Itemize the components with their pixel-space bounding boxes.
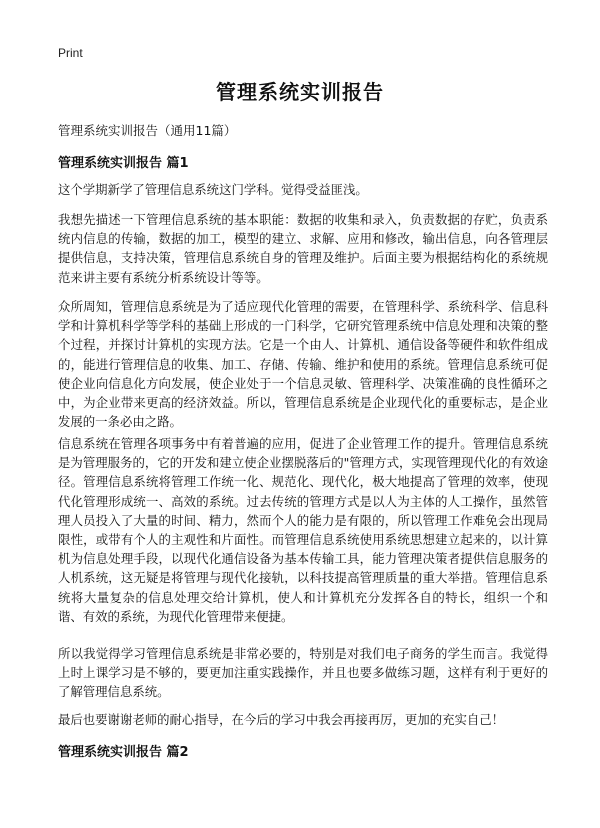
print-link[interactable]: Print [58,46,83,60]
paragraph: 众所周知，管理信息系统是为了适应现代化管理的需要，在管理科学、系统科学、信息科学和计算机科学等学科的基础上形成的一门科学，它研究管理系统中信息处理和决策的整个过程，并探讨计算机的实现方法。它是一个由人、计算机、通信设备等硬件和软件组成的，能进行管理信息的收集、加工、存储、传输、维护和使用的系统。管理信息系统可促使企业向信息化方向发展，使企业处于一个信息灵敏、管理科学、决策准确的良性循环之中，为企业带来更高的经济效益。所以，管理信息系统是企业现代化的重要标志，是企业发展的一条必由之路。 [58,299,548,430]
section-heading-2: 管理系统实训报告 篇2 [58,745,189,760]
paragraph: 我想先描述一下管理信息系统的基本职能：数据的收集和录入，负责数据的存贮，负责系统内信息的传输，数据的加工，模型的建立、求解、应用和修改，输出信息，向各管理层提供信息，支持决策，管理信息系统自身的管理及维护。后面主要为根据结构化的系统规范来讲主要有系统分析系统设计等等。 [58,212,548,285]
paragraph: 最后也要谢谢老师的耐心指导，在今后的学习中我会再接再厉，更加的充实自己！ [58,712,505,727]
page-title: 管理系统实训报告 [216,80,384,104]
section-heading-1: 管理系统实训报告 篇1 [58,156,189,171]
paragraph: 这个学期新学了管理信息系统这门学科。觉得受益匪浅。 [58,182,368,197]
document-subtitle: 管理系统实训报告（通用11篇） [58,123,237,138]
paragraph: 所以我觉得学习管理信息系统是非常必要的，特别是对我们电子商务的学生而言。我觉得上时上课学习是不够的，要更加注重实践操作，并且也要多做练习题，这样有利于更好的了解管理信息系统。 [58,646,548,700]
paragraph: 信息系统在管理各项事务中有着普遍的应用，促进了企业管理工作的提升。管理信息系统是为管理服务的，它的开发和建立使企业摆脱落后的"管理方式，实现管理现代化的有效途径。管理信息系统将管理工作统一化、规范化、现代化，极大地提高了管理的效率，使现代化管理形成统一、高效的系统。过去传统的管理方式是以人为主体的人工操作，虽然管理人员投入了大量的时间、精力，然而个人的能力是有限的，所以管理工作难免会出现局限性，或带有个人的主观性和片面性。而管理信息系统使用系统思想建立起来的，以计算机为信息处理手段，以现代化通信设备为基本传输工具，能力管理决策者提供信息服务的人机系统，这无疑是将管理与现代化接轨，以科技提高管理质量的重大举措。管理信息系统将大量复杂的信息处理交给计算机，使人和计算机充分发挥各自的特长，组织一个和谐、有效的系统，为现代化管理带来便捷。 [58,436,548,624]
